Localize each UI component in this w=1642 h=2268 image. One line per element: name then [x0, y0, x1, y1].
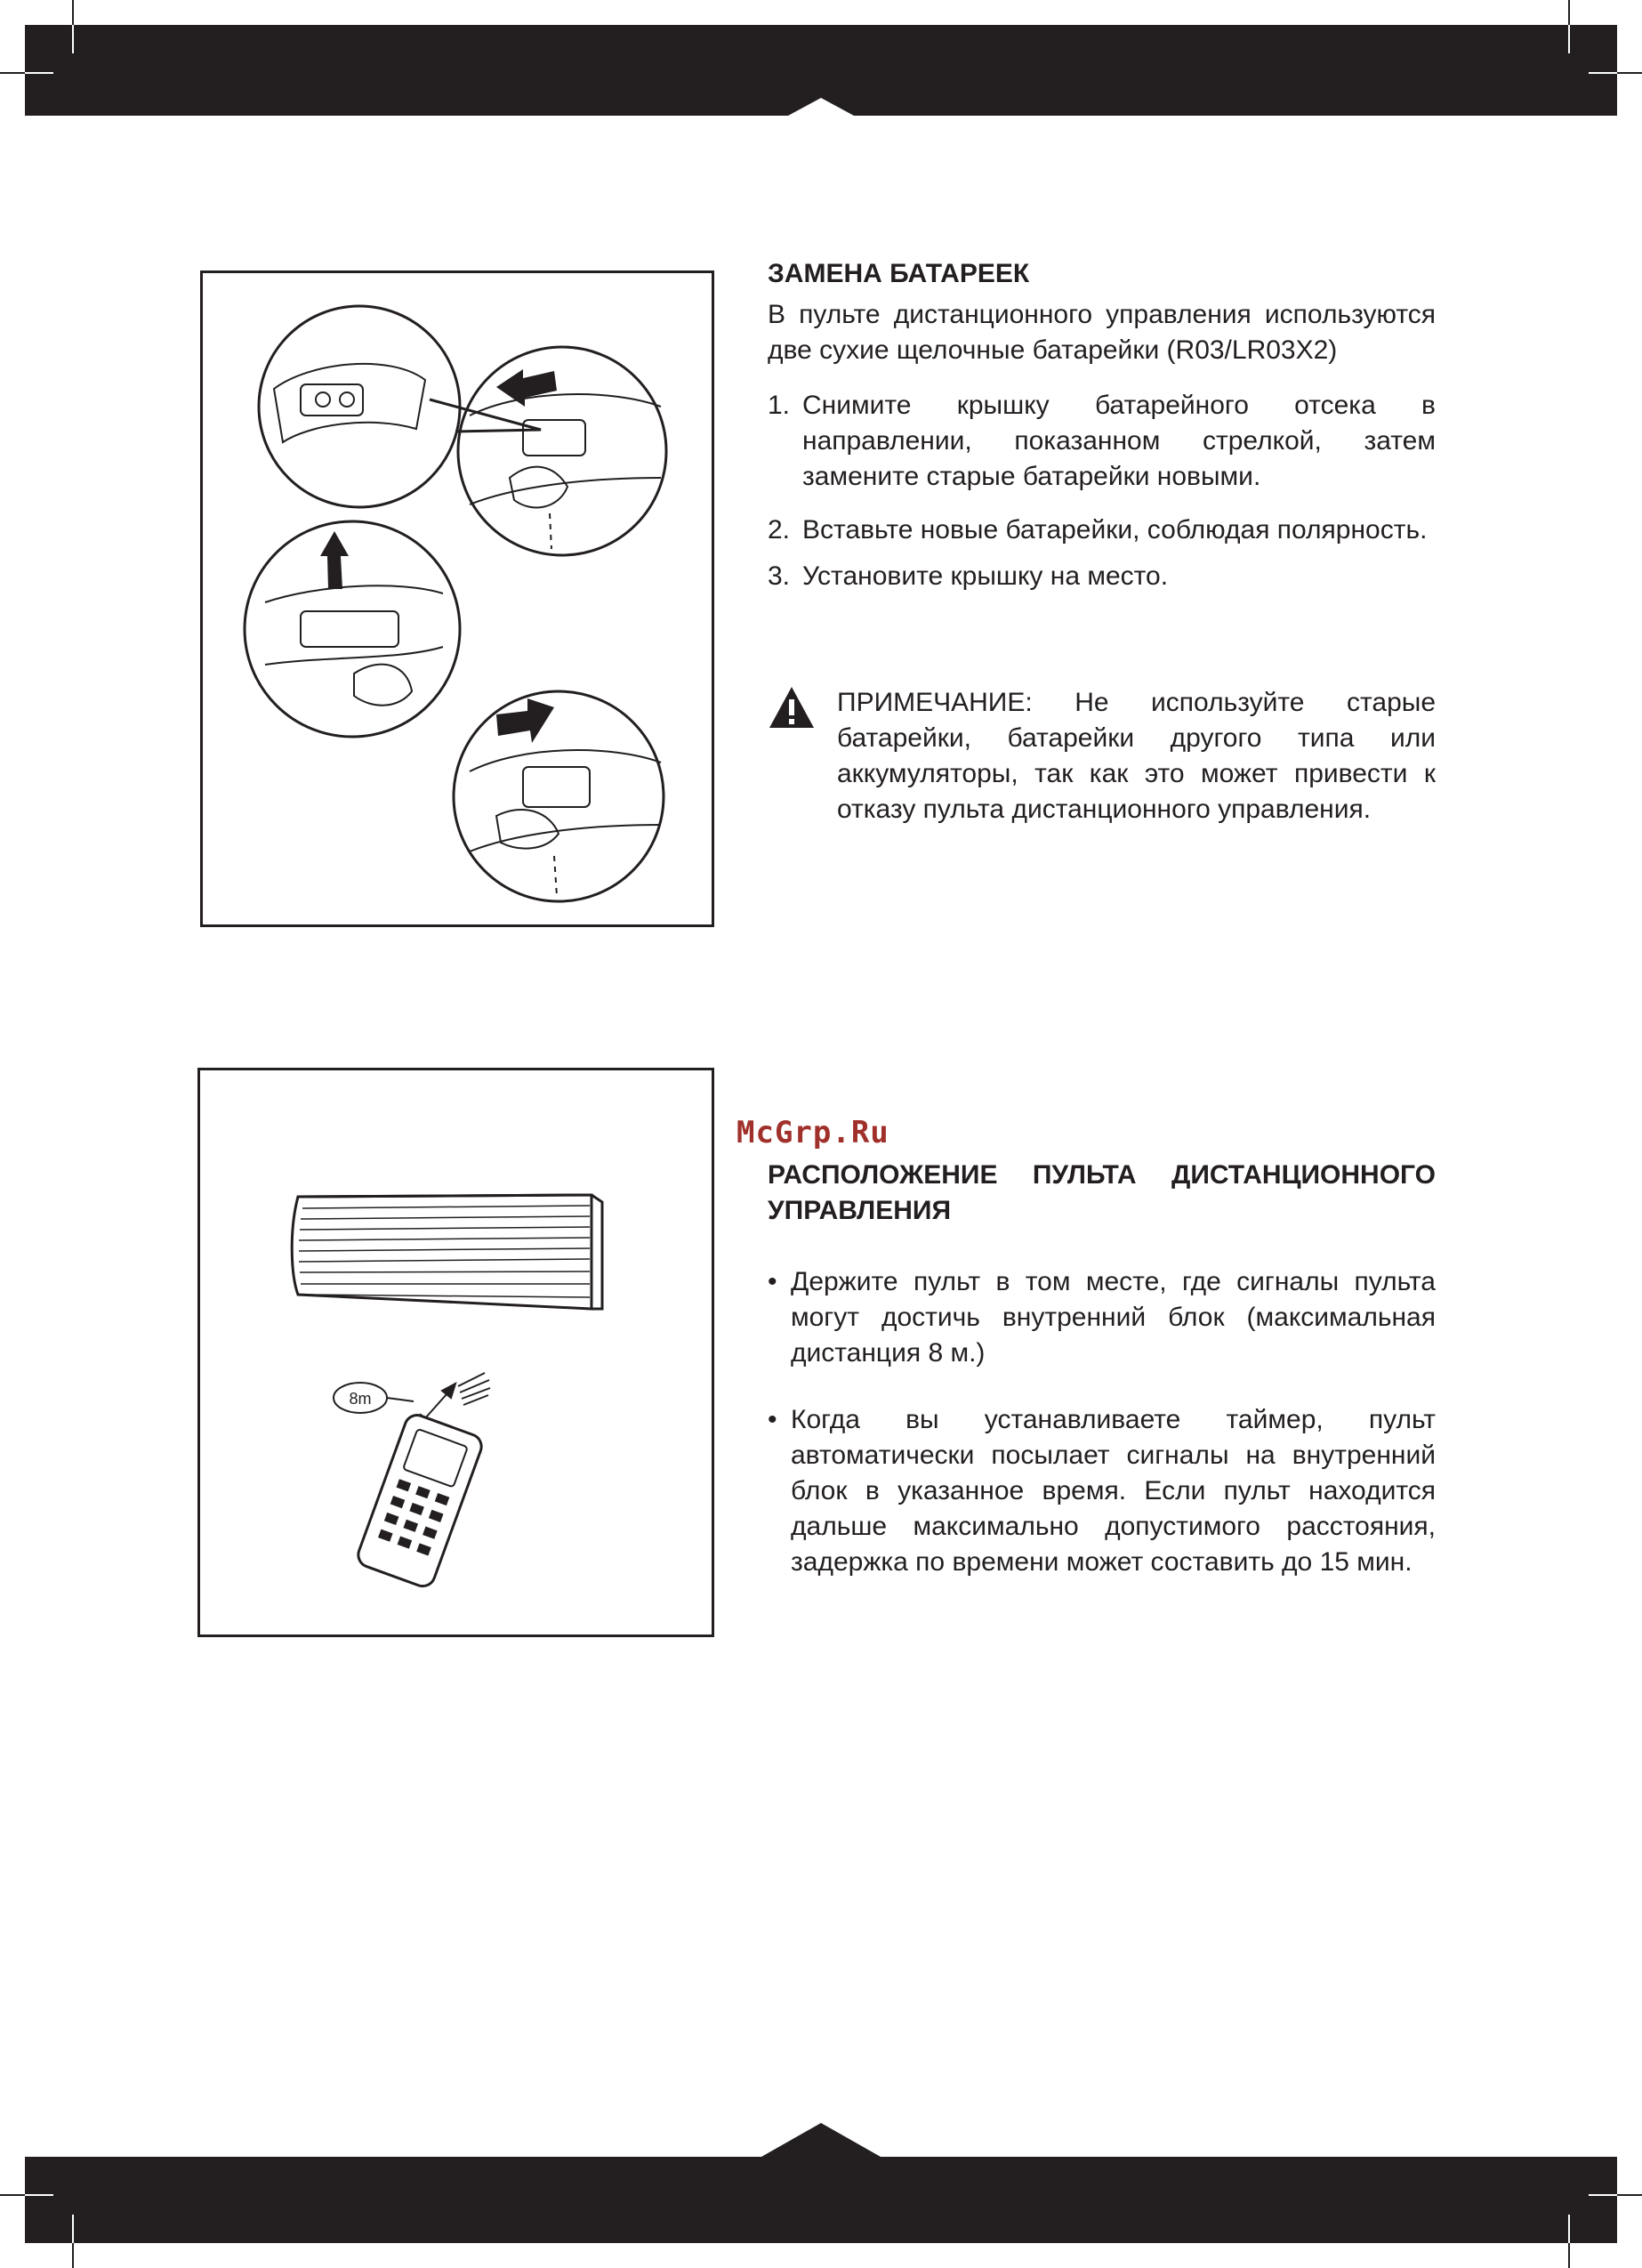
battery-section — [768, 256, 1436, 594]
unit-louvers — [299, 1206, 590, 1297]
detail-circle-4 — [454, 691, 664, 901]
remote-location-illustration — [200, 1070, 717, 1640]
step-2-text: Вставьте новые батарейки, соблюдая полярность. — [802, 515, 1428, 545]
remote-control — [355, 1412, 485, 1590]
location-bullets — [768, 1264, 1436, 1580]
bullet-2-marker: • — [768, 1405, 777, 1434]
battery-note — [768, 685, 1436, 827]
indoor-unit — [292, 1195, 602, 1309]
location-section — [768, 1158, 1436, 1580]
distance-label: 8m — [349, 1390, 372, 1408]
bullet-1-marker: • — [768, 1267, 777, 1296]
detail-circle-3 — [245, 521, 460, 737]
battery-section-title: ЗАМЕНА БАТАРЕЕК — [768, 259, 1030, 288]
location-section-title: РАСПОЛОЖЕНИЕ ПУЛЬТА ДИСТАНЦИОННОГО УПРАВЛЕНИЯ — [768, 1160, 1436, 1225]
step-1 — [768, 388, 1436, 495]
step-3 — [768, 559, 1436, 594]
detail-circle-2 — [458, 347, 666, 555]
arrow-up — [320, 531, 349, 589]
step-2-number: 2. — [768, 515, 791, 545]
remote-location-figure — [197, 1068, 714, 1637]
bullet-1 — [768, 1264, 1436, 1371]
bullet-1-text: Держите пульт в том месте, где сигналы пульта могут достичь внутренний блок (максимальная дистанция 8 м.) — [791, 1267, 1436, 1368]
step-3-text: Установите крышку на место. — [802, 561, 1169, 591]
watermark: McGrp.Ru — [736, 1115, 889, 1150]
battery-section-intro: В пульте дистанционного управления используются две сухие щелочные батарейки (R03/LR03X2) — [768, 300, 1436, 365]
battery-replacement-figure — [200, 270, 714, 927]
warning-icon — [768, 685, 816, 730]
bottom-notch — [761, 2123, 881, 2157]
detail-circle-1 — [259, 306, 460, 507]
header-band — [25, 25, 1617, 116]
step-1-number: 1. — [768, 391, 791, 420]
note-text: ПРИМЕЧАНИЕ: Не используйте старые батарейки, батарейки другого типа или аккумуляторы, так как это может привести к отказу пульта дистанционного управления. — [837, 688, 1436, 824]
footer-band — [25, 2157, 1617, 2243]
bullet-2-text: Когда вы устанавливаете таймер, пульт автоматически посылает сигналы на внутренний блок в указанное время. Если пульт находится дальше максимально допустимого расстояния, задержка по времени может составить до 15 мин. — [791, 1405, 1436, 1577]
battery-illustration — [203, 273, 717, 930]
step-3-number: 3. — [768, 561, 791, 591]
step-2 — [768, 513, 1436, 548]
bullet-2 — [768, 1402, 1436, 1580]
battery-steps — [768, 388, 1436, 594]
arrow-left — [496, 369, 557, 407]
step-1-text: Снимите крышку батарейного отсека в направлении, показанном стрелкой, затем замените старые батарейки новыми. — [802, 391, 1436, 491]
